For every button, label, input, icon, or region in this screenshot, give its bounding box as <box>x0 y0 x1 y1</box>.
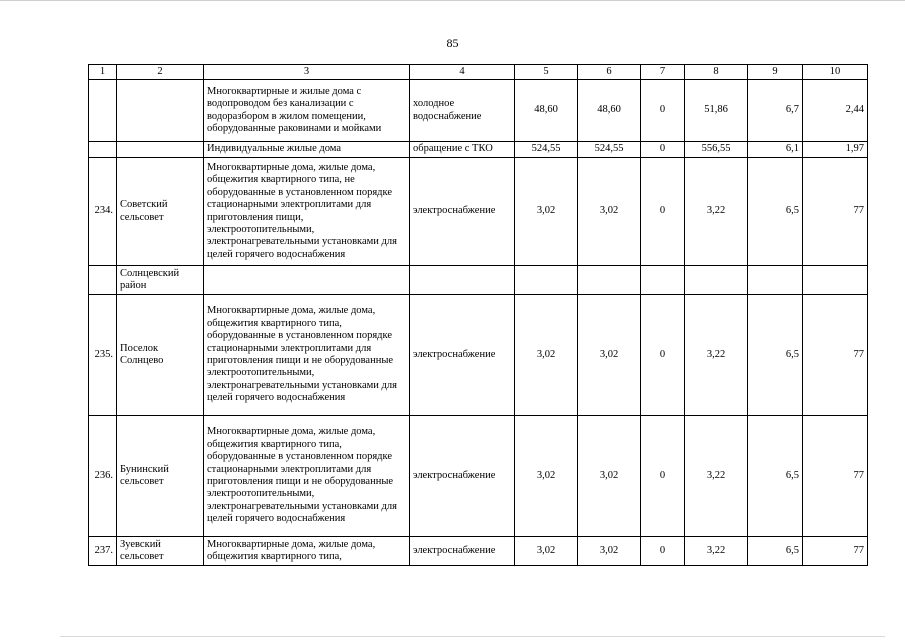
housing-description <box>204 266 410 295</box>
value-col-8: 3,22 <box>685 416 748 537</box>
service-type: холодное водоснабжение <box>410 80 515 142</box>
housing-description: Многоквартирные дома, жилые дома, общежития квартирного типа, <box>204 537 410 566</box>
value-col-9 <box>748 266 803 295</box>
table-row <box>89 537 868 566</box>
scan-top-edge <box>0 0 905 1</box>
col-header-8: 8 <box>685 65 748 80</box>
settlement-name: Зуевский сельсовет <box>117 537 204 566</box>
value-col-9: 6,5 <box>748 537 803 566</box>
col-header-6: 6 <box>578 65 641 80</box>
value-col-7: 0 <box>641 295 685 416</box>
value-col-10: 77 <box>803 537 868 566</box>
service-type: обращение с ТКО <box>410 142 515 158</box>
row-number <box>89 266 117 295</box>
value-col-10 <box>803 266 868 295</box>
value-col-8 <box>685 266 748 295</box>
tariff-table <box>88 64 868 566</box>
row-number: 237. <box>89 537 117 566</box>
value-col-7 <box>641 266 685 295</box>
row-number <box>89 80 117 142</box>
value-col-6: 3,02 <box>578 537 641 566</box>
value-col-6: 3,02 <box>578 295 641 416</box>
col-header-7: 7 <box>641 65 685 80</box>
value-col-7: 0 <box>641 158 685 266</box>
service-type: электроснабжение <box>410 416 515 537</box>
value-col-7: 0 <box>641 80 685 142</box>
settlement-name: Бунинский сельсовет <box>117 416 204 537</box>
housing-description: Многоквартирные дома, жилые дома, общежития квартирного типа, не оборудованные в установленном порядке стационарными электроплитами для приготовления пищи, электроотопительными, электронагревательными установками для целей горячего водоснабжения <box>204 158 410 266</box>
value-col-5: 524,55 <box>515 142 578 158</box>
table-row <box>89 142 868 158</box>
column-numbers-row <box>89 65 868 80</box>
value-col-6 <box>578 266 641 295</box>
value-col-10: 2,44 <box>803 80 868 142</box>
value-col-6: 48,60 <box>578 80 641 142</box>
value-col-9: 6,5 <box>748 158 803 266</box>
service-type <box>410 266 515 295</box>
table-row <box>89 158 868 266</box>
district-name: Солнцевский район <box>117 266 204 295</box>
value-col-7: 0 <box>641 537 685 566</box>
housing-description: Многоквартирные дома, жилые дома, общежития квартирного типа, оборудованные в установленном порядке стационарными электроплитами для приготовления пищи и не оборудованные электроотопительными, электронагревательными установками для целей горячего водоснабжения <box>204 416 410 537</box>
value-col-8: 3,22 <box>685 537 748 566</box>
housing-description: Многоквартирные и жилые дома с водопроводом без канализации с водоразбором в жилом помещении, оборудованные раковинами и мойками <box>204 80 410 142</box>
value-col-6: 524,55 <box>578 142 641 158</box>
value-col-5: 3,02 <box>515 416 578 537</box>
value-col-6: 3,02 <box>578 416 641 537</box>
scan-bottom-edge <box>60 636 885 637</box>
page-number: 85 <box>446 36 459 50</box>
value-col-10: 77 <box>803 416 868 537</box>
value-col-9: 6,1 <box>748 142 803 158</box>
value-col-5 <box>515 266 578 295</box>
settlement-name <box>117 80 204 142</box>
row-number <box>89 142 117 158</box>
table-row <box>89 416 868 537</box>
col-header-10: 10 <box>803 65 868 80</box>
service-type: электроснабжение <box>410 295 515 416</box>
col-header-2: 2 <box>117 65 204 80</box>
col-header-5: 5 <box>515 65 578 80</box>
row-number: 236. <box>89 416 117 537</box>
settlement-name: Поселок Солнцево <box>117 295 204 416</box>
value-col-5: 3,02 <box>515 537 578 566</box>
value-col-8: 51,86 <box>685 80 748 142</box>
value-col-5: 48,60 <box>515 80 578 142</box>
value-col-8: 3,22 <box>685 158 748 266</box>
value-col-7: 0 <box>641 142 685 158</box>
value-col-8: 3,22 <box>685 295 748 416</box>
col-header-3: 3 <box>204 65 410 80</box>
row-number: 235. <box>89 295 117 416</box>
col-header-9: 9 <box>748 65 803 80</box>
settlement-name: Советский сельсовет <box>117 158 204 266</box>
row-number: 234. <box>89 158 117 266</box>
table-row <box>89 266 868 295</box>
value-col-8: 556,55 <box>685 142 748 158</box>
col-header-1: 1 <box>89 65 117 80</box>
value-col-9: 6,5 <box>748 295 803 416</box>
col-header-4: 4 <box>410 65 515 80</box>
value-col-10: 1,97 <box>803 142 868 158</box>
service-type: электроснабжение <box>410 537 515 566</box>
housing-description: Многоквартирные дома, жилые дома, общежития квартирного типа, оборудованные в установленном порядке стационарными электроплитами для приготовления пищи и не оборудованные электроотопительными, электронагревательными установками для целей горячего водоснабжения <box>204 295 410 416</box>
value-col-5: 3,02 <box>515 295 578 416</box>
value-col-9: 6,5 <box>748 416 803 537</box>
table-row <box>89 80 868 142</box>
value-col-5: 3,02 <box>515 158 578 266</box>
service-type: электроснабжение <box>410 158 515 266</box>
value-col-9: 6,7 <box>748 80 803 142</box>
value-col-10: 77 <box>803 295 868 416</box>
settlement-name <box>117 142 204 158</box>
value-col-7: 0 <box>641 416 685 537</box>
value-col-10: 77 <box>803 158 868 266</box>
table-row <box>89 295 868 416</box>
value-col-6: 3,02 <box>578 158 641 266</box>
housing-description: Индивидуальные жилые дома <box>204 142 410 158</box>
